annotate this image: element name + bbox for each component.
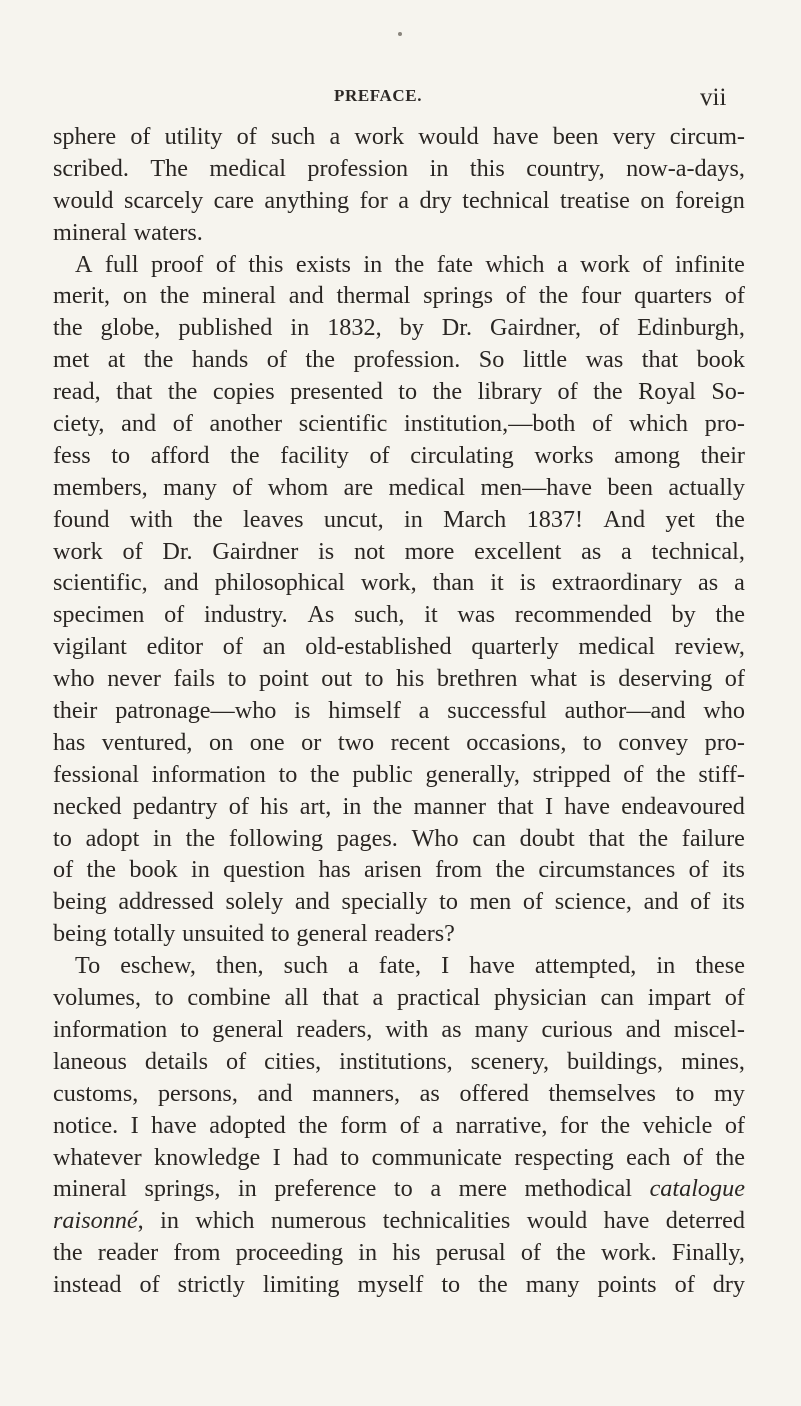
text-line: the reader from proceeding in his perusal of the work. Finally, xyxy=(53,1239,745,1267)
text-line: mineral springs, in preference to a mere methodical catalogue xyxy=(53,1175,745,1203)
text-line: scientific, and philosophical work, than it is extraordinary as a xyxy=(53,569,745,597)
text-line: information to general readers, with as many curious and miscel- xyxy=(53,1015,745,1043)
text-line: found with the leaves uncut, in March 1837! And yet the xyxy=(53,505,745,533)
text-line: their patronage—who is himself a successful author—and who xyxy=(53,697,745,725)
text-line: whatever knowledge I had to communicate respecting each of the xyxy=(53,1143,745,1171)
text-line: customs, persons, and manners, as offered themselves to my xyxy=(53,1079,745,1107)
text-line: To eschew, then, such a fate, I have attempted, in these xyxy=(75,952,745,980)
text-line: of the book in question has arisen from the circumstances of its xyxy=(53,856,745,884)
text-line: to adopt in the following pages. Who can doubt that the failure xyxy=(53,824,745,852)
running-head: PREFACE. xyxy=(334,86,423,105)
text-line: necked pedantry of his art, in the manner that I have endeavoured xyxy=(53,792,745,820)
text-line: specimen of industry. As such, it was recommended by the xyxy=(53,601,745,629)
text-line: ciety, and of another scientific institution,—both of which pro- xyxy=(53,410,745,438)
text-line: laneous details of cities, institutions, scenery, buildings, mines, xyxy=(53,1047,745,1075)
text-line: vigilant editor of an old-established quarterly medical review, xyxy=(53,633,745,661)
text-line: being totally unsuited to general readers? xyxy=(53,920,455,948)
text-line: merit, on the mineral and thermal springs of the four quarters of xyxy=(53,282,745,310)
body-text xyxy=(53,121,745,1301)
paper-speck xyxy=(398,32,402,36)
text-line: met at the hands of the profession. So little was that book xyxy=(53,346,745,374)
text-line: fess to afford the facility of circulating works among their xyxy=(53,441,745,469)
text-line: mineral waters. xyxy=(53,218,203,246)
page-number: vii xyxy=(700,84,727,111)
text-line: members, many of whom are medical men—have been actually xyxy=(53,473,745,501)
text-line: sphere of utility of such a work would have been very circum- xyxy=(53,123,745,150)
text-line: fessional information to the public generally, stripped of the stiff- xyxy=(53,760,745,788)
text-line: the globe, published in 1832, by Dr. Gairdner, of Edinburgh, xyxy=(53,314,745,342)
text-line: work of Dr. Gairdner is not more excellent as a technical, xyxy=(53,537,745,565)
text-line: has ventured, on one or two recent occasions, to convey pro- xyxy=(53,728,745,756)
text-line: being addressed solely and specially to men of science, and of its xyxy=(53,888,745,916)
text-line: A full proof of this exists in the fate which a work of infinite xyxy=(75,250,745,278)
text-line: would scarcely care anything for a dry technical treatise on foreign xyxy=(53,186,745,214)
text-line: who never fails to point out to his brethren what is deserving of xyxy=(53,665,745,693)
text-line: volumes, to combine all that a practical physician can impart of xyxy=(53,984,745,1012)
text-line: read, that the copies presented to the library of the Royal So- xyxy=(53,378,745,406)
text-line: notice. I have adopted the form of a narrative, for the vehicle of xyxy=(53,1111,745,1139)
text-line: scribed. The medical profession in this country, now-a-days, xyxy=(53,154,745,182)
text-line: raisonné, in which numerous technicalities would have deterred xyxy=(53,1207,745,1235)
text-line: instead of strictly limiting myself to the many points of dry xyxy=(53,1271,745,1299)
